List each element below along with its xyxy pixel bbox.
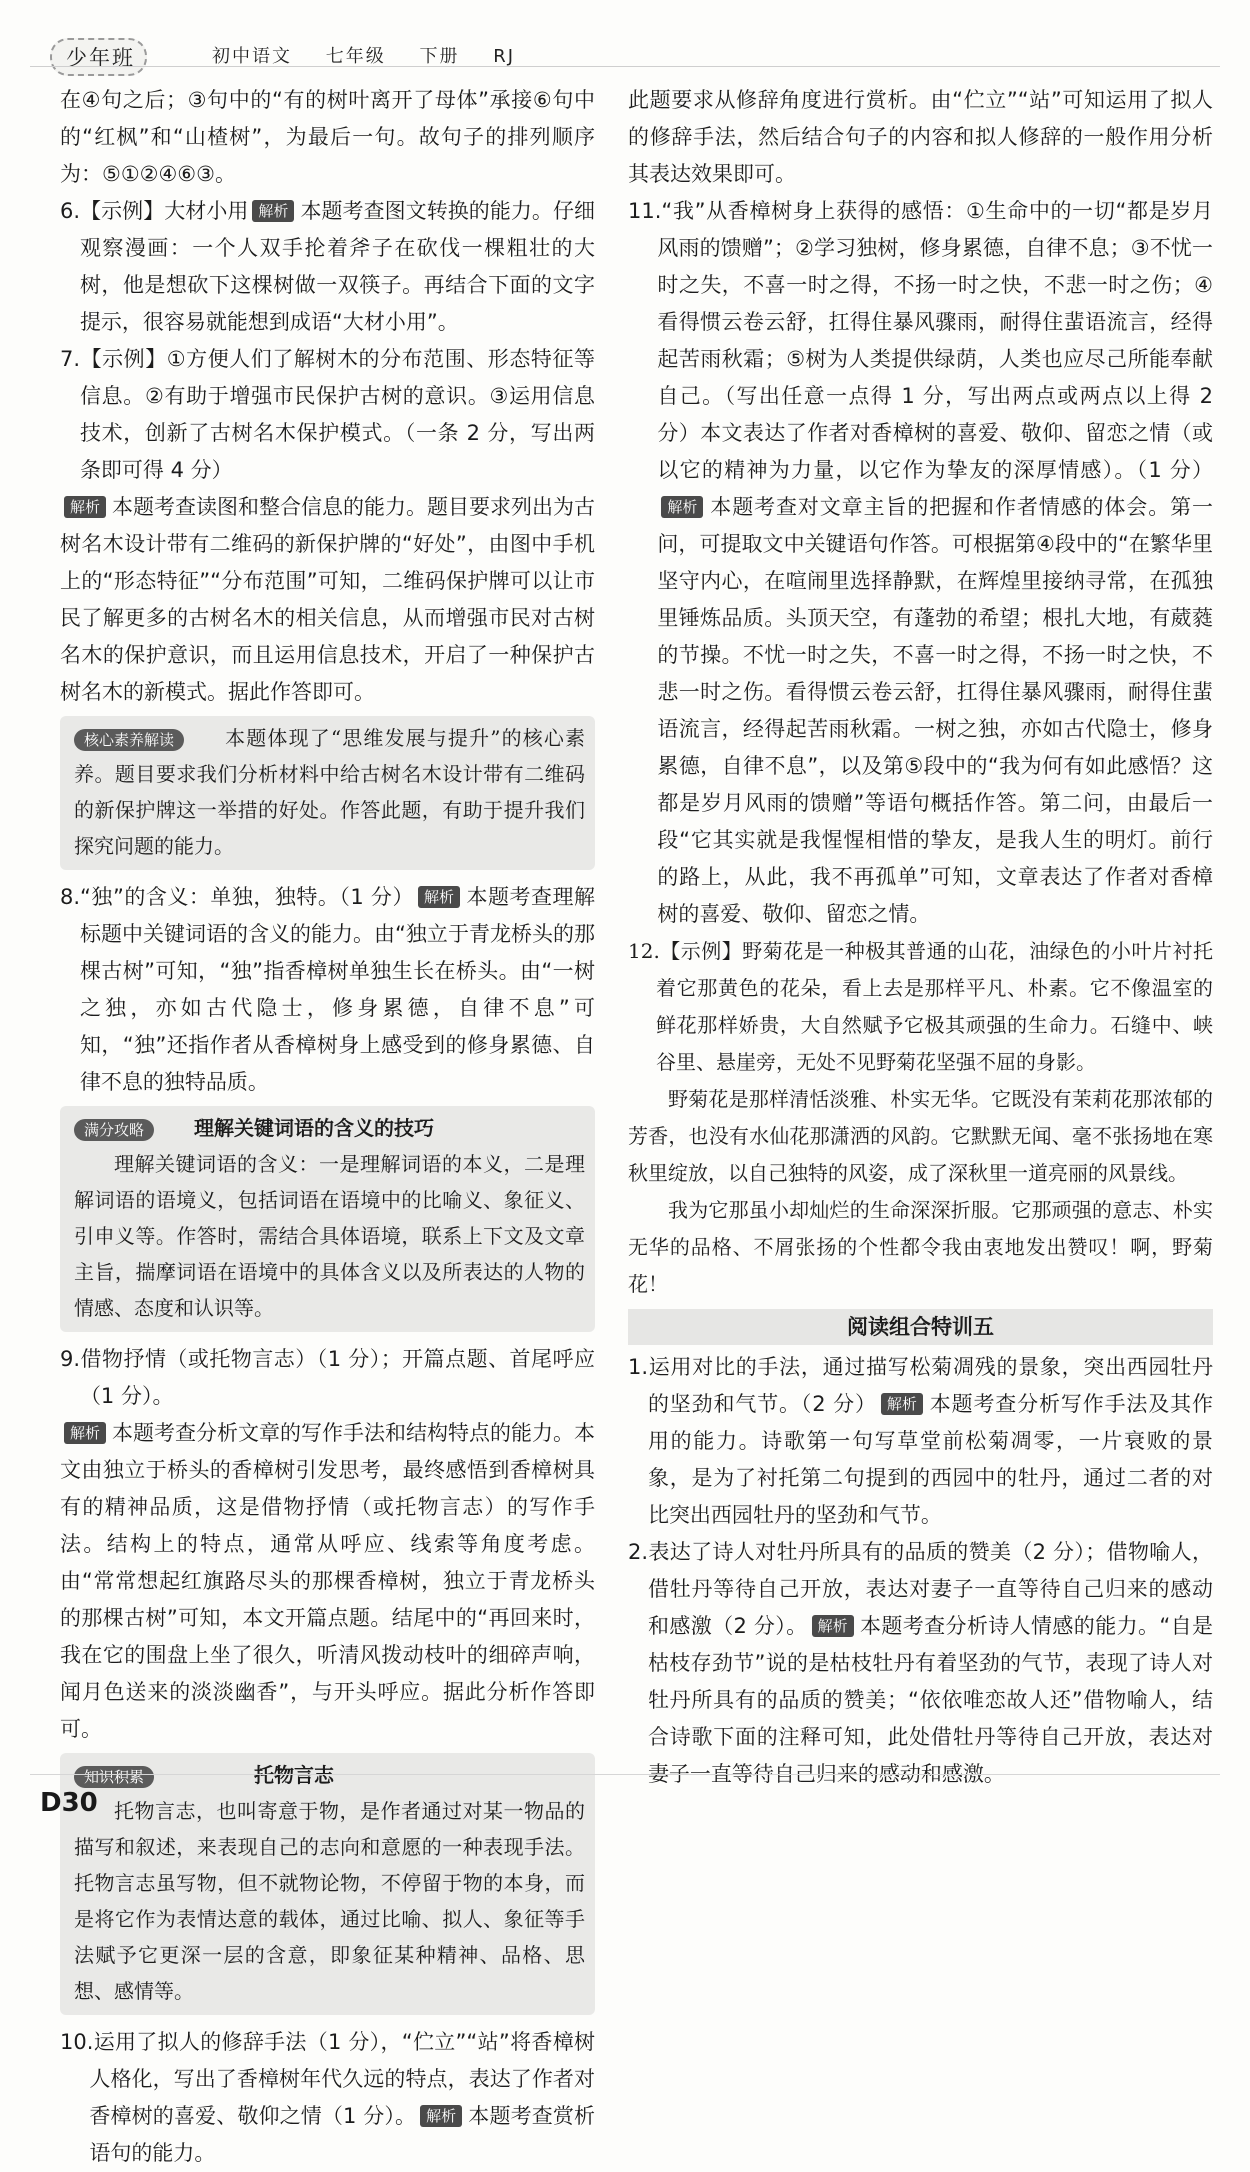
answer-6 — [60, 193, 595, 341]
q9-number: 9. — [60, 1347, 81, 1371]
continued-paragraph-right: 此题要求从修辞角度进行赏析。由“伫立”“站”可知运用了拟人的修辞手法，然后结合句子的内容和拟人修辞的一般作用分析其表达效果即可。 — [628, 88, 1213, 186]
q10-answer: 运用了拟人的修辞手法（1 分），“伫立”“站”将香樟树人格化，写出了香樟树年代久远的特点，表达了作者对香樟树的喜爱、敬仰之情（1 分）。 — [89, 2030, 595, 2128]
analysis-tag: 解析 — [420, 2105, 462, 2127]
analysis-tag: 解析 — [252, 200, 294, 222]
q9-analysis-block — [60, 1415, 595, 1748]
header-divider — [30, 66, 1220, 67]
q9-analysis: 本题考查分析文章的写作手法和结构特点的能力。本文由独立于桥头的香樟树引发思考，最终感悟到香樟树具有的精神品质，这是借物抒情（或托物言志）的写作手法。结构上的特点，通常从呼应、线索等角度考虑。由“常常想起红旗路尽头的那棵香樟树，独立于青龙桥头的那棵古树”可知，本文开篇点题。结尾中的“再回来时，我在它的围盘上坐了很久，听清风拨动枝叶的细碎声响，闻月色送来的淡淡幽香”，与开头呼应。据此分析作答即可。 — [60, 1421, 596, 1741]
s1-answer: 运用对比的手法，通过描写松菊凋残的景象，突出西园牡丹的坚劲和气节。（2 分） — [647, 1355, 1213, 1416]
q12-number: 12. — [628, 939, 660, 963]
q12-paragraph-2: 野菊花是那样清恬淡雅、朴实无华。它既没有茉莉花那浓郁的芳香，也没有水仙花那潇洒的风韵。它默默无闻、毫不张扬地在寒秋里绽放，以自己独特的风姿，成了深秋里一道亮丽的风景线。 — [628, 1087, 1213, 1185]
full-score-title: 理解关键词语的含义的技巧 — [194, 1116, 435, 1140]
knowledge-box — [60, 1753, 595, 2015]
knowledge-text: 托物言志，也叫寄意于物，是作者通过对某一物品的描写和叙述，来表现自己的志向和意愿的一种表现手法。托物言志虽写物，但不就物论物，不停留于物的本身，而是将它作为表情达意的载体，通过比喻、拟人、象征等手法赋予它更深一层的含意，即象征某种精神、品格、思想、感情等。 — [74, 1799, 585, 2003]
answer-11 — [628, 193, 1213, 933]
q8-analysis: 本题考查理解标题中关键词语的含义的能力。由“独立于青龙桥头的那棵古树”可知，“独”指香樟树单独生长在桥头。由“一树之独，亦如古代隐士，修身累德，自律不息”可知，“独”还指作者从香樟树身上感受到的修身累德、自律不息的独特品质。 — [79, 885, 596, 1094]
answer-7 — [60, 341, 595, 489]
section-answer-1 — [628, 1349, 1213, 1534]
right-column — [628, 82, 1213, 1793]
q10-analysis: 本题考查赏析语句的能力。 — [89, 2104, 596, 2165]
answer-10 — [60, 2024, 595, 2172]
analysis-tag: 解析 — [418, 886, 460, 908]
q7-answer: 【示例】①方便人们了解树木的分布范围、形态特征等信息。②有助于增强市民保护古树的意识。③运用信息技术，创新了古树名木保护模式。（一条 2 分，写出两条即可得 4 分） — [79, 347, 595, 482]
analysis-tag: 解析 — [64, 1422, 106, 1444]
core-literacy-text: 本题体现了“思维发展与提升”的核心素养。题目要求我们分析材料中给古树名木设计带有二维码的新保护牌这一举措的好处。作答此题，有助于提升我们探究问题的能力。 — [74, 726, 585, 858]
core-literacy-badge: 核心素养解读 — [74, 729, 184, 751]
header-edition: RJ — [493, 46, 516, 67]
knowledge-badge: 知识积累 — [74, 1766, 154, 1788]
analysis-tag: 解析 — [881, 1393, 923, 1415]
s1-number: 1. — [628, 1355, 649, 1379]
q11-analysis: 本题考查对文章主旨的把握和作者情感的体会。第一问，可提取文中关键语句作答。可根据第④段中的“在繁华里坚守内心，在喧闹里选择静默，在辉煌里接纳寻常，在孤独里锤炼品质。头顶天空，有蓬勃的希望；根扎大地，有葳蕤的节操。不忧一时之失，不喜一时之得，不扬一时之快，不悲一时之伤。看得惯云卷云舒，扛得住暴风骤雨，耐得住蜚语流言，经得起苦雨秋霜。一树之独，亦如古代隐士，修身累德，自律不息”，以及第⑤段中的“我为何有如此感悟？这都是岁月风雨的馈赠”等语句概括作答。第二问，由最后一段“它其实就是我惺惺相惜的挚友，是我人生的明灯。前行的路上，从此，我不再孤单”可知，文章表达了作者对香樟树的喜爱、敬仰、留恋之情。 — [657, 495, 1213, 926]
continued-paragraph: 在④句之后；③句中的“有的树叶离开了母体”承接⑥句中的“红枫”和“山楂树”，为最后一句。故句子的排列顺序为：⑤①②④⑥③。 — [60, 88, 595, 186]
section-answer-2 — [628, 1534, 1213, 1793]
analysis-tag: 解析 — [661, 496, 703, 518]
q7-analysis-block — [60, 489, 595, 711]
q6-number: 6. — [60, 199, 81, 223]
analysis-tag: 解析 — [812, 1615, 854, 1637]
q6-analysis: 本题考查图文转换的能力。仔细观察漫画：一个人双手抡着斧子在砍伐一棵粗壮的大树，他是想砍下这棵树做一双筷子。再结合下面的文字提示，很容易就能想到成语“大材小用”。 — [79, 199, 596, 334]
q8-number: 8. — [60, 885, 81, 909]
s2-answer: 表达了诗人对牡丹所具有的品质的赞美（2 分）；借物喻人，借牡丹等待自己开放，表达对妻子一直等待自己归来的感动和感激（2 分）。 — [647, 1540, 1213, 1638]
q11-answer: “我”从香樟树身上获得的感悟：①生命中的一切“都是岁月风雨的馈赠”；②学习独树，修身累德，自律不息；③不忧一时之失，不喜一时之得，不扬一时之快，不悲一时之伤；④看得惯云卷云舒，扛得住暴风骤雨，耐得住蜚语流言，经得起苦雨秋霜；⑤树为人类提供绿荫，人类也应尽己所能奉献自己。（写出任意一点得 1 分，写出两点或两点以上得 2 分）本文表达了作者对香樟树的喜爱、敬仰、留恋之情（或以它的精神为力量，以它作为挚友的深厚情感）。（1 分） — [657, 199, 1213, 482]
answer-12 — [628, 933, 1213, 1081]
analysis-tag: 解析 — [64, 496, 106, 518]
header-info — [212, 42, 541, 68]
left-column — [60, 82, 595, 2172]
q10-number: 10. — [60, 2030, 94, 2054]
footer-divider — [30, 1774, 1220, 1775]
q6-answer: 【示例】大材小用 — [80, 199, 249, 223]
page-number: D30 — [40, 1788, 98, 1818]
page-header — [0, 0, 1250, 80]
section-title: 阅读组合特训五 — [628, 1309, 1213, 1345]
q8-answer: “独”的含义：单独，独特。（1 分） — [80, 885, 414, 909]
full-score-text: 理解关键词语的含义：一是理解词语的本义，二是理解词语的语境义，包括词语在语境中的比喻义、象征义、引申义等。作答时，需结合具体语境，联系上下文及文章主旨，揣摩词语在语境中的具体含义以及所表达的人物的情感、态度和认识等。 — [74, 1152, 585, 1320]
answer-8 — [60, 879, 595, 1101]
header-grade: 七年级 — [325, 46, 386, 67]
q7-analysis: 本题考查读图和整合信息的能力。题目要求列出为古树名木设计带有二维码的新保护牌的“好处”，由图中手机上的“形态特征”“分布范围”可知，二维码保护牌可以让市民了解更多的古树名木的相关信息，从而增强市民对古树名木的保护意识，而且运用信息技术，开启了一种保护古树名木的新模式。据此作答即可。 — [60, 495, 596, 704]
full-score-badge: 满分攻略 — [74, 1119, 154, 1141]
header-subject: 初中语文 — [212, 46, 292, 67]
s1-analysis: 本题考查分析写作手法及其作用的能力。诗歌第一句写草堂前松菊凋零，一片衰败的景象，是为了衬托第二句提到的西园中的牡丹，通过二者的对比突出西园牡丹的坚劲和气节。 — [647, 1392, 1213, 1527]
q12-paragraph-3: 我为它那虽小却灿烂的生命深深折服。它那顽强的意志、朴实无华的品格、不屑张扬的个性都令我由衷地发出赞叹！啊，野菊花！ — [628, 1198, 1213, 1296]
header-volume: 下册 — [419, 46, 460, 67]
full-score-box — [60, 1106, 595, 1332]
q12-answer: 【示例】野菊花是一种极其普通的山花，油绿色的小叶片衬托着它那黄色的花朵，看上去是那样平凡、朴素。它不像温室的鲜花那样娇贵，大自然赋予它极其顽强的生命力。石缝中、峡谷里、悬崖旁，无处不见野菊花坚强不屈的身影。 — [656, 939, 1213, 1074]
core-literacy-box — [60, 716, 595, 870]
s2-analysis: 本题考查分析诗人情感的能力。“自是枯枝存劲节”说的是枯枝牡丹有着坚劲的气节，表现了诗人对牡丹所具有的品质的赞美；“依依唯恋故人还”借物喻人，结合诗歌下面的注释可知，此处借牡丹等待自己开放，表达对妻子一直等待自己归来的感动和感激。 — [647, 1614, 1213, 1786]
brand-logo: 少年班 — [50, 38, 147, 76]
answer-9 — [60, 1341, 595, 1415]
s2-number: 2. — [628, 1540, 649, 1564]
knowledge-title: 托物言志 — [254, 1763, 335, 1787]
q9-answer: 借物抒情（或托物言志）（1 分）；开篇点题、首尾呼应（1 分）。 — [79, 1347, 595, 1408]
q7-number: 7. — [60, 347, 81, 371]
q11-number: 11. — [628, 199, 662, 223]
